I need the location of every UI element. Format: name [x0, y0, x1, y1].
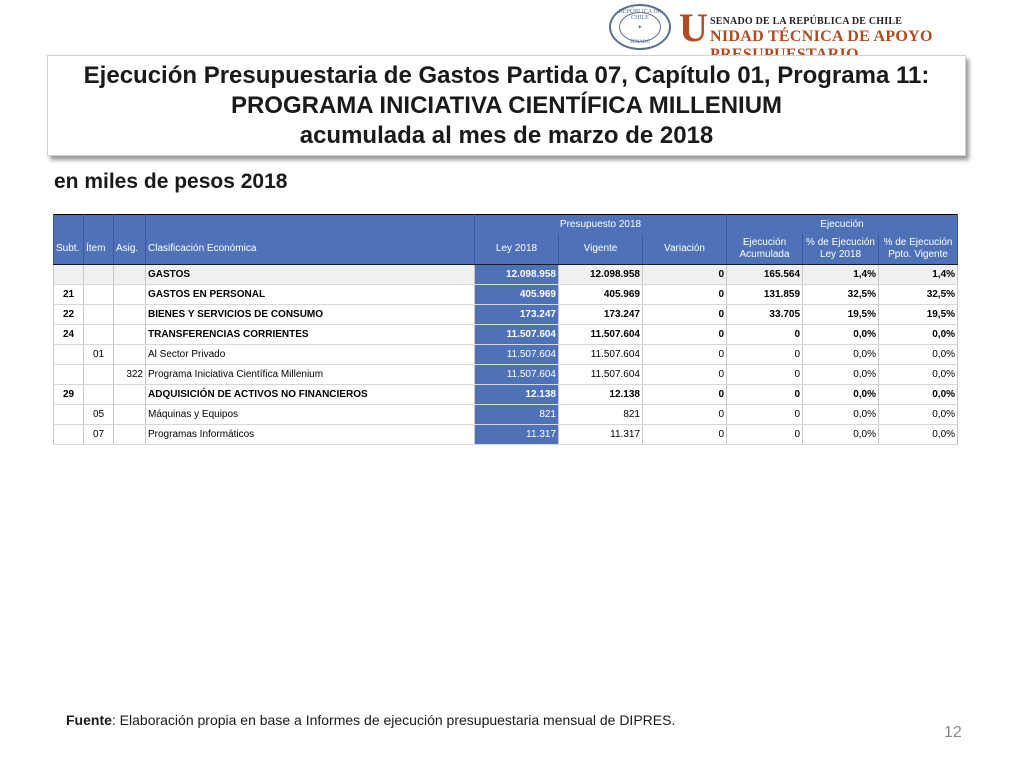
cell-asig: 322 [114, 365, 146, 385]
cell-pct-vigente: 0,0% [879, 385, 958, 405]
header-empty [54, 215, 84, 235]
cell-variacion: 0 [643, 345, 727, 365]
col-header-subt: Subt. [54, 234, 84, 265]
cell-ejecucion: 0 [727, 385, 803, 405]
cell-pct-vigente: 0,0% [879, 405, 958, 425]
cell-pct-vigente: 32,5% [879, 285, 958, 305]
col-header-asig: Asig. [114, 234, 146, 265]
cell-subt: 29 [54, 385, 84, 405]
cell-ley: 821 [475, 405, 559, 425]
cell-vigente: 11.507.604 [559, 365, 643, 385]
cell-clasificacion: BIENES Y SERVICIOS DE CONSUMO [146, 305, 475, 325]
cell-ley: 173.247 [475, 305, 559, 325]
cell-variacion: 0 [643, 365, 727, 385]
cell-ejecucion: 0 [727, 325, 803, 345]
cell-ejecucion: 131.859 [727, 285, 803, 305]
table-row [54, 325, 958, 345]
seal-top-text: REPÚBLICA DE CHILE [618, 9, 662, 21]
cell-subt [54, 365, 84, 385]
cell-ejecucion: 0 [727, 345, 803, 365]
cell-ley: 11.507.604 [475, 365, 559, 385]
cell-ejecucion: 0 [727, 425, 803, 445]
cell-vigente: 12.138 [559, 385, 643, 405]
cell-variacion: 0 [643, 265, 727, 285]
cell-variacion: 0 [643, 285, 727, 305]
col-header-pct-ley [803, 234, 879, 265]
cell-vigente: 821 [559, 405, 643, 425]
col-header-ley: Ley 2018 [475, 234, 559, 265]
title-line-3: acumulada al mes de marzo de 2018 [299, 121, 714, 149]
col-header-pct-ley-l2: Ley 2018 [819, 249, 862, 260]
cell-clasificacion: GASTOS [146, 265, 475, 285]
cell-subt [54, 405, 84, 425]
cell-item [84, 325, 114, 345]
cell-subt [54, 345, 84, 365]
cell-vigente: 405.969 [559, 285, 643, 305]
cell-ley: 12.138 [475, 385, 559, 405]
col-header-clasificacion: Clasificación Económica [146, 234, 475, 265]
title-box [47, 55, 966, 156]
cell-pct-vigente: 0,0% [879, 365, 958, 385]
cell-pct-vigente: 0,0% [879, 325, 958, 345]
senate-seal-logo [609, 4, 671, 50]
cell-subt: 24 [54, 325, 84, 345]
cell-subt: 21 [54, 285, 84, 305]
cell-pct-ley: 19,5% [803, 305, 879, 325]
cell-ley: 11.507.604 [475, 345, 559, 365]
source-label: Fuente [66, 712, 112, 728]
cell-asig [114, 385, 146, 405]
col-header-item: Ítem [84, 234, 114, 265]
table-row [54, 365, 958, 385]
header-empty [114, 215, 146, 235]
cell-pct-ley: 0,0% [803, 325, 879, 345]
cell-variacion: 0 [643, 385, 727, 405]
cell-vigente: 173.247 [559, 305, 643, 325]
cell-item [84, 365, 114, 385]
col-header-ejecucion-l1: Ejecución [742, 237, 787, 248]
seal-emblem-icon: ✦ [619, 12, 661, 42]
col-header-pct-vigente-l1: % de Ejecución [883, 237, 953, 248]
cell-asig [114, 425, 146, 445]
cell-variacion: 0 [643, 305, 727, 325]
cell-pct-ley: 32,5% [803, 285, 879, 305]
units-subtitle: en miles de pesos 2018 [54, 170, 288, 193]
cell-variacion: 0 [643, 425, 727, 445]
header-empty [146, 215, 475, 235]
cell-clasificacion: Máquinas y Equipos [146, 405, 475, 425]
header-group-presupuesto: Presupuesto 2018 [475, 215, 727, 235]
cell-item: 05 [84, 405, 114, 425]
cell-pct-ley: 0,0% [803, 345, 879, 365]
cell-item: 07 [84, 425, 114, 445]
cell-pct-vigente: 1,4% [879, 265, 958, 285]
col-header-vigente: Vigente [559, 234, 643, 265]
cell-item [84, 305, 114, 325]
header-group-ejecucion: Ejecución [727, 215, 958, 235]
table-row [54, 285, 958, 305]
header-empty [84, 215, 114, 235]
cell-clasificacion: GASTOS EN PERSONAL [146, 285, 475, 305]
cell-clasificacion: TRANSFERENCIAS CORRIENTES [146, 325, 475, 345]
cell-variacion: 0 [643, 405, 727, 425]
cell-ejecucion: 0 [727, 365, 803, 385]
title-line-2: PROGRAMA INICIATIVA CIENTÍFICA MILLENIUM [230, 91, 783, 119]
budget-table [53, 214, 958, 445]
cell-item [84, 285, 114, 305]
cell-pct-ley: 1,4% [803, 265, 879, 285]
source-text: : Elaboración propia en base a Informes de ejecución presupuestaria mensual de DIPRES. [111, 712, 676, 728]
cell-ejecucion: 33.705 [727, 305, 803, 325]
col-header-ejecucion [727, 234, 803, 265]
cell-ley: 11.507.604 [475, 325, 559, 345]
cell-clasificacion: Al Sector Privado [146, 345, 475, 365]
org-main-line: NIDAD TÉCNICA DE APOYO [710, 28, 933, 45]
cell-subt: 22 [54, 305, 84, 325]
cell-asig [114, 305, 146, 325]
seal-bottom-text: SENADO [629, 40, 651, 45]
cell-subt [54, 425, 84, 445]
cell-asig [114, 265, 146, 285]
cell-vigente: 12.098.958 [559, 265, 643, 285]
cell-asig [114, 285, 146, 305]
cell-pct-ley: 0,0% [803, 385, 879, 405]
cell-pct-ley: 0,0% [803, 365, 879, 385]
cell-item: 01 [84, 345, 114, 365]
table-row [54, 405, 958, 425]
cell-pct-vigente: 0,0% [879, 425, 958, 445]
cell-pct-ley: 0,0% [803, 425, 879, 445]
cell-item [84, 265, 114, 285]
title-line-1: Ejecución Presupuestaria de Gastos Partida 07, Capítulo 01, Programa 11: [83, 61, 930, 89]
cell-asig [114, 325, 146, 345]
cell-clasificacion: Programas Informáticos [146, 425, 475, 445]
col-header-pct-ley-l1: % de Ejecución [806, 237, 875, 248]
table-row [54, 265, 958, 285]
cell-vigente: 11.317 [559, 425, 643, 445]
cell-asig [114, 345, 146, 365]
cell-clasificacion: ADQUISICIÓN DE ACTIVOS NO FINANCIEROS [146, 385, 475, 405]
col-header-pct-vigente-l2: Ppto. Vigente [888, 249, 948, 260]
col-header-ejecucion-l2: Acumulada [739, 249, 790, 260]
source-footnote [66, 712, 675, 728]
cell-ley: 405.969 [475, 285, 559, 305]
cell-variacion: 0 [643, 325, 727, 345]
cell-ley: 11.317 [475, 425, 559, 445]
cell-vigente: 11.507.604 [559, 325, 643, 345]
table-row [54, 305, 958, 325]
cell-pct-ley: 0,0% [803, 405, 879, 425]
cell-ley: 12.098.958 [475, 265, 559, 285]
cell-asig [114, 405, 146, 425]
org-initial: U [679, 5, 708, 50]
cell-ejecucion: 165.564 [727, 265, 803, 285]
table-row [54, 385, 958, 405]
cell-clasificacion: Programa Iniciativa Científica Millenium [146, 365, 475, 385]
cell-subt [54, 265, 84, 285]
table-row [54, 345, 958, 365]
cell-pct-vigente: 0,0% [879, 345, 958, 365]
org-top-line: SENADO DE LA REPÚBLICA DE CHILE [710, 16, 903, 27]
cell-ejecucion: 0 [727, 405, 803, 425]
page-number: 12 [944, 724, 962, 741]
cell-item [84, 385, 114, 405]
table-row [54, 425, 958, 445]
col-header-pct-vigente [879, 234, 958, 265]
cell-vigente: 11.507.604 [559, 345, 643, 365]
cell-pct-vigente: 19,5% [879, 305, 958, 325]
col-header-variacion: Variación [643, 234, 727, 265]
